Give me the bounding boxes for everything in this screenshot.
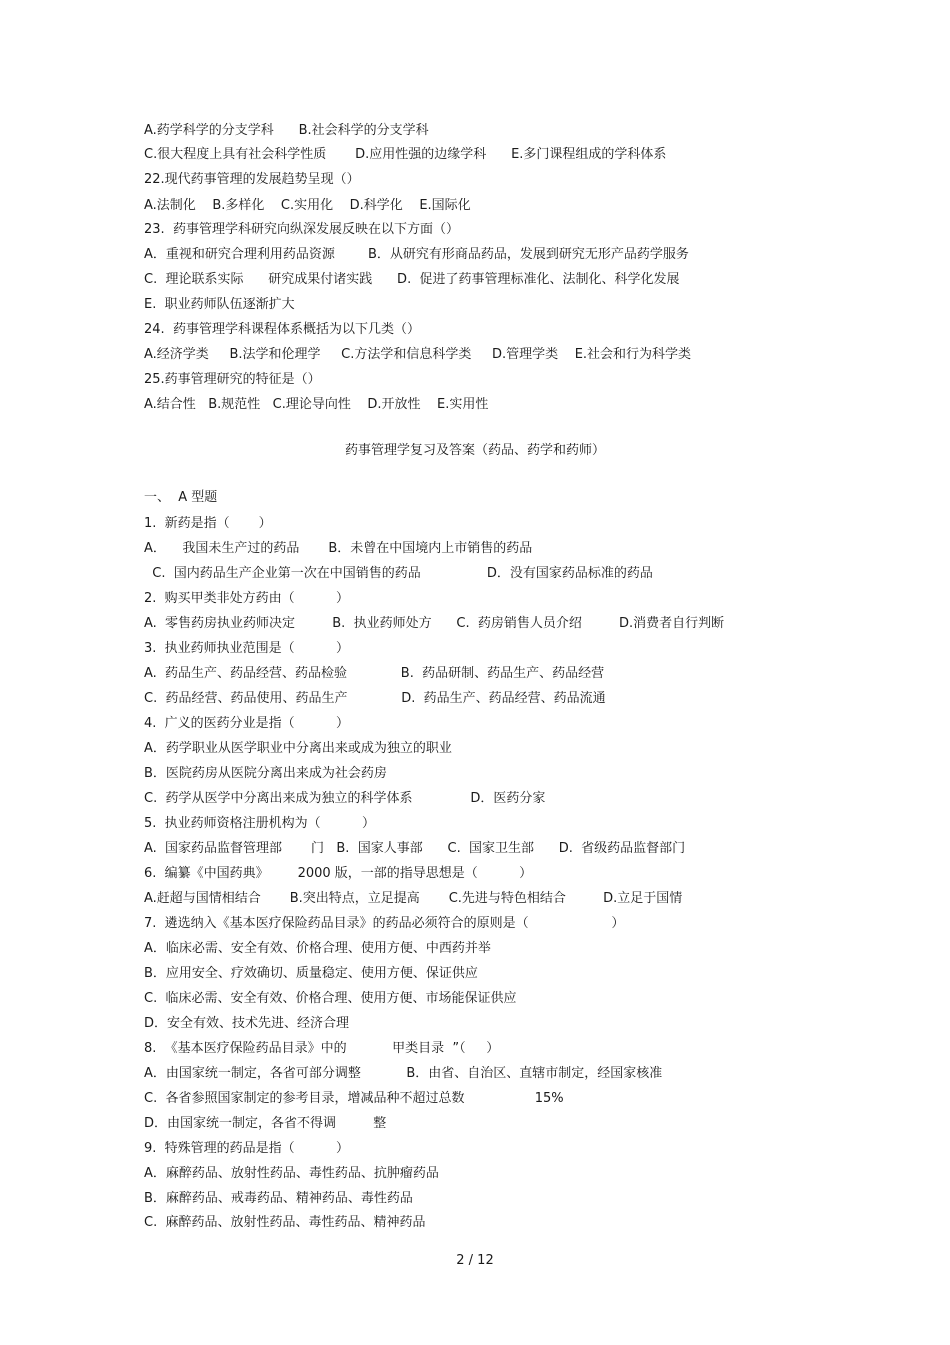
- text-line: A． 我国未生产过的药品 B．未曾在中国境内上市销售的药品: [144, 541, 533, 556]
- text-line: A. 药品生产、药品经营、药品检验 B. 药品研制、药品生产、药品经营: [144, 666, 605, 681]
- text-line: B．应用安全、疗效确切、质量稳定、使用方便、保证供应: [144, 966, 478, 981]
- text-line: A．临床必需、安全有效、价格合理、使用方便、中西药并举: [144, 941, 491, 956]
- question-line: 6. 编纂《中国药典》 2000 版，一部的指导思想是（ ）: [144, 866, 533, 881]
- text-line: A.法制化 B.多样化 C.实用化 D.科学化 E.国际化: [144, 198, 471, 213]
- text-line: C. 临床必需、安全有效、价格合理、使用方便、市场能保证供应: [144, 991, 517, 1006]
- text-line: A.药学科学的分支学科 B.社会科学的分支学科: [144, 123, 429, 138]
- question-line: 9. 特殊管理的药品是指（ ）: [144, 1141, 349, 1156]
- text-line: C.很大程度上具有社会科学性质 D.应用性强的边缘学科 E.多门课程组成的学科体系: [144, 147, 667, 162]
- text-line: D．由国家统一制定，各省不得调 整: [144, 1116, 387, 1131]
- question-line: 25.药事管理研究的特征是（）: [144, 372, 321, 387]
- question-line: 3. 执业药师执业范围是（ ）: [144, 641, 349, 656]
- text-line: A．麻醉药品、放射性药品、毒性药品、抗肿瘤药品: [144, 1166, 439, 1181]
- question-line: 22.现代药事管理的发展趋势呈现（）: [144, 172, 360, 187]
- section-title: 药事管理学复习及答案（药品、药学和药师）: [344, 443, 605, 458]
- text-line: C. 各省参照国家制定的参考目录，增减品种不超过总数 15%: [144, 1091, 564, 1106]
- text-line: C. 国内药品生产企业第一次在中国销售的药品 D．没有国家药品标准的药品: [144, 566, 653, 581]
- text-line: C. 理论联系实际 研究成果付诸实践 D. 促进了药事管理标准化、法制化、科学化发展: [144, 272, 680, 287]
- question-line: 23. 药事管理学科研究向纵深发展反映在以下方面（）: [144, 222, 459, 237]
- text-line: A.结合性 B.规范性 C.理论导向性 D.开放性 E.实用性: [144, 397, 489, 412]
- text-line: C. 药品经营、药品使用、药品生产 D. 药品生产、药品经营、药品流通: [144, 691, 606, 706]
- text-line: A．药学职业从医学职业中分离出来或成为独立的职业: [144, 741, 452, 756]
- text-line: D．安全有效、技术先进、经济合理: [144, 1016, 350, 1031]
- text-line: B．医院药房从医院分离出来成为社会药房: [144, 766, 387, 781]
- question-line: 8. 《基本医疗保险药品目录》中的 甲类目录 ”（ ）: [144, 1041, 500, 1056]
- question-line: 5. 执业药师资格注册机构为（ ）: [144, 816, 375, 831]
- page-number: 2 / 12: [456, 1253, 494, 1268]
- text-line: C. 药学从医学中分离出来成为独立的科学体系 D．医药分家: [144, 791, 546, 806]
- question-line: 2. 购买甲类非处方药由（ ）: [144, 591, 349, 606]
- question-line: 24. 药事管理学科课程体系概括为以下几类（）: [144, 322, 420, 337]
- text-line: A. 零售药房执业药师决定 B. 执业药师处方 C. 药房销售人员介绍 D.消费者自行判断: [144, 616, 725, 631]
- text-line: A．重视和研究合理利用药品资源 B．从研究有形商品药品，发展到研究无形产品药学服务: [144, 247, 689, 262]
- question-line: 7. 遴选纳入《基本医疗保险药品目录》的药品必须符合的原则是（ ）: [144, 916, 625, 931]
- text-line: C. 麻醉药品、放射性药品、毒性药品、精神药品: [144, 1215, 426, 1230]
- text-line: A.经济学类 B.法学和伦理学 C.方法学和信息科学类 D.管理学类 E.社会和行为科学类: [144, 347, 692, 362]
- text-line: A.赶超与国情相结合 B.突出特点，立足提高 C.先进与特色相结合 D.立足于国情: [144, 891, 683, 906]
- question-line: 1. 新药是指（ ）: [144, 516, 272, 531]
- text-line: A. 国家药品监督管理部 门 B. 国家人事部 C. 国家卫生部 D. 省级药品监督部门: [144, 841, 686, 856]
- text-line: B．麻醉药品、戒毒药品、精神药品、毒性药品: [144, 1191, 413, 1206]
- question-line: 4. 广义的医药分业是指（ ）: [144, 716, 349, 731]
- text-line: E. 职业药师队伍逐渐扩大: [144, 297, 295, 312]
- section-heading: 一、 A 型题: [144, 490, 218, 505]
- text-line: A．由国家统一制定，各省可部分调整 B．由省、自治区、直辖市制定，经国家核准: [144, 1066, 663, 1081]
